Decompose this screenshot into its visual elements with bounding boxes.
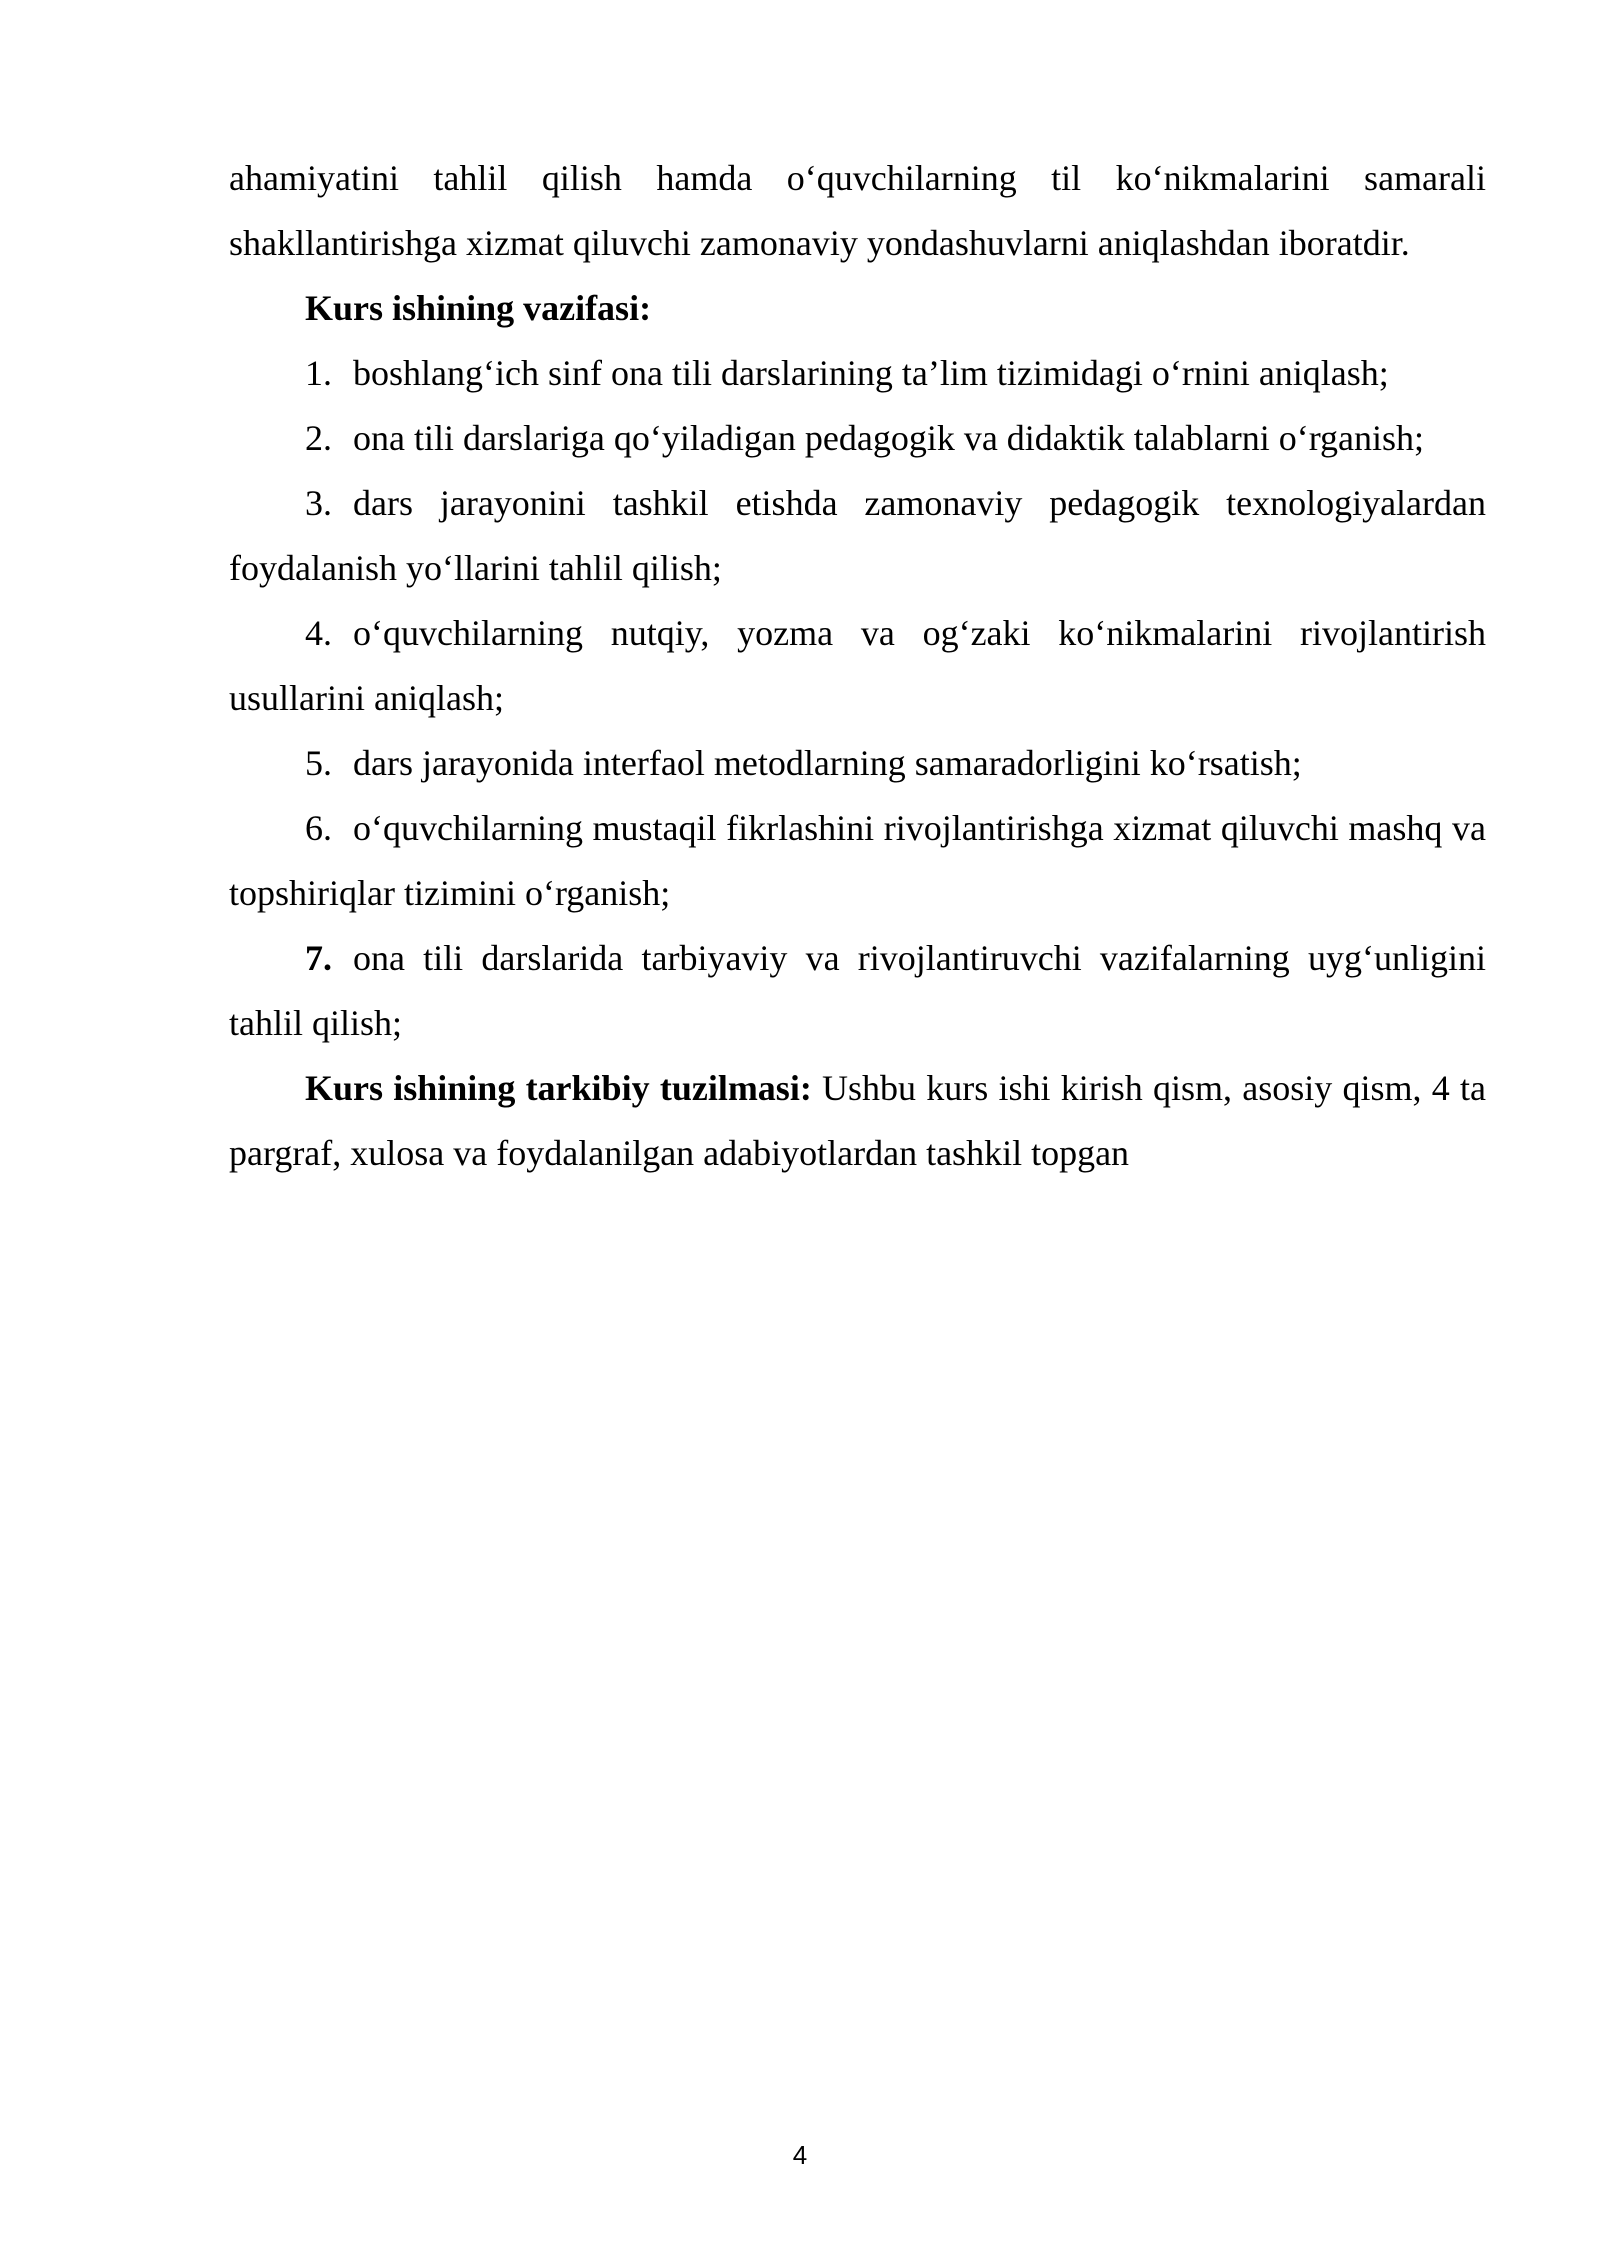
page-number: 4 [792,2140,808,2170]
task-item-text: o‘quvchilarning mustaqil fikrlashini rivojlantirishga xizmat qiluvchi mashq va topshiriqlar tizimini o‘rganish; [229,808,1486,913]
task-item-text: ona tili darslariga qo‘yiladigan pedagogik va didaktik talablarni o‘rganish; [353,418,1425,458]
task-item-4 [229,601,1486,731]
task-item-7 [229,926,1486,1056]
task-item-number: 2. [305,418,332,458]
task-item-3 [229,471,1486,601]
task-item-number: 7. [305,938,332,978]
intro-paragraph: ahamiyatini tahlil qilish hamda o‘quvchilarning til ko‘nikmalarini samarali shakllantirishga xizmat qiluvchi zamonaviy yondashuvlarni aniqlashdan iboratdir. [229,158,1486,263]
structure-paragraph [229,1056,1486,1186]
page-content [229,146,1486,1186]
structure-text: Ushbu kurs ishi kirish qism, asosiy qism, 4 ta pargraf, xulosa va foydalanilgan adabiyotlardan tashkil topgan [229,1068,1486,1173]
task-item-text: dars jarayonida interfaol metodlarning samaradorligini ko‘rsatish; [353,743,1302,783]
task-item-1 [229,341,1486,406]
task-item-number: 3. [305,483,332,523]
task-item-number: 1. [305,353,332,393]
structure-heading: Kurs ishining tarkibiy tuzilmasi: [305,1068,812,1108]
task-item-number: 5. [305,743,332,783]
task-item-number: 6. [305,808,332,848]
task-item-text: dars jarayonini tashkil etishda zamonaviy pedagogik texnologiyalardan foydalanish yo‘llarini tahlil qilish; [229,483,1486,588]
task-item-text: ona tili darslarida tarbiyaviy va rivojlantiruvchi vazifalarning uyg‘unligini tahlil qilish; [229,938,1486,1043]
task-item-text: o‘quvchilarning nutqiy, yozma va og‘zaki ko‘nikmalarini rivojlantirish usullarini aniqlash; [229,613,1486,718]
task-item-2 [229,406,1486,471]
task-item-number: 4. [305,613,332,653]
tasks-heading: Kurs ishining vazifasi: [305,288,652,328]
task-item-5 [229,731,1486,796]
task-item-6 [229,796,1486,926]
task-item-text: boshlang‘ich sinf ona tili darslarining ta’lim tizimidagi o‘rnini aniqlash; [353,353,1389,393]
